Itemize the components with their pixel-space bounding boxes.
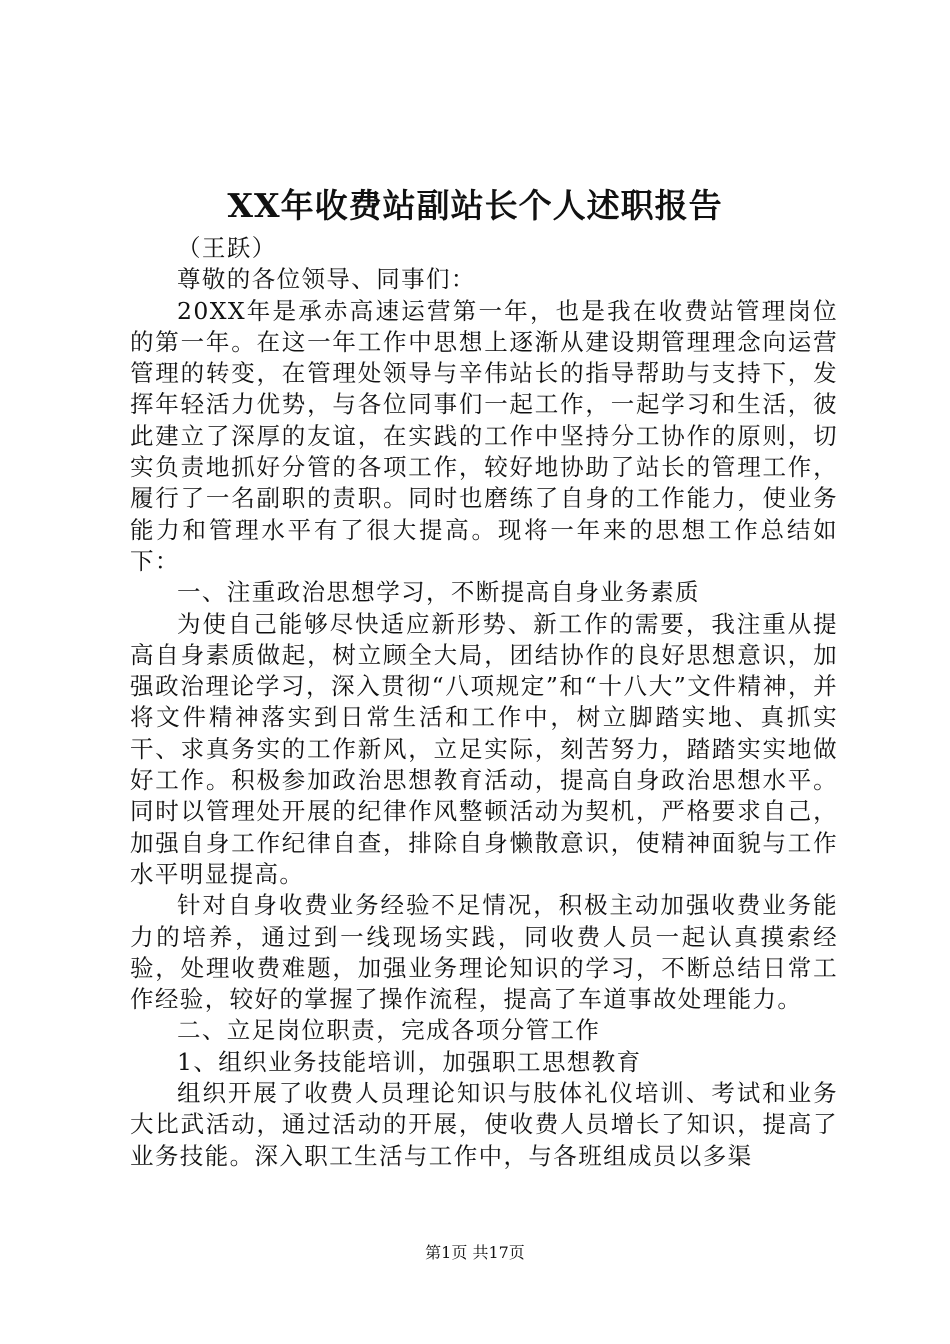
section-heading-2: 二、立足岗位职责，完成各项分管工作	[177, 1016, 601, 1045]
author-line: （王跃）	[177, 234, 277, 262]
section-heading-1: 一、注重政治思想学习，不断提高自身业务素质	[177, 578, 700, 607]
document-title: XX年收费站副站长个人述职报告	[227, 186, 723, 225]
paragraph-section-2-1: 组织开展了收费人员理论知识与肢体礼仪培训、考试和业务大比武活动，通过活动的开展，使收费人员增长了知识，提高了业务技能。深入职工生活与工作中，与各班组成员以多渠	[130, 1079, 838, 1170]
paragraph-intro: 20XX年是承赤高速运营第一年，也是我在收费站管理岗位的第一年。在这一年工作中思想上逐渐从建设期管理理念向运营管理的转变，在管理处领导与辛伟站长的指导帮助与支持下，发挥年轻活力优势，与各位同事们一起工作，一起学习和生活，彼此建立了深厚的友谊，在实践的工作中坚持分工协作的原则，切实负责地抓好分管的各项工作，较好地协助了站长的管理工作，履行了一名副职的责职。同时也磨练了自身的工作能力，使业务能力和管理水平有了很大提高。现将一年来的思想工作总结如下：	[130, 296, 838, 575]
salutation: 尊敬的各位领导、同事们：	[177, 265, 476, 294]
subsection-heading-2-1: 1、组织业务技能培训，加强职工思想教育	[177, 1047, 642, 1076]
paragraph-section-1a: 为使自己能够尽快适应新形势、新工作的需要，我注重从提高自身素质做起，树立顾全大局，团结协作的良好思想意识，加强政治理论学习，深入贯彻“八项规定”和“十八大”文件精神，并将文件精神落实到日常生活和工作中，树立脚踏实地、真抓实干、求真务实的工作新风，立足实际，刻苦努力，踏踏实实地做好工作。积极参加政治思想教育活动，提高自身政治思想水平。同时以管理处开展的纪律作风整顿活动为契机，严格要求自己，加强自身工作纪律自查，排除自身懒散意识，使精神面貌与工作水平明显提高。	[130, 609, 838, 888]
paragraph-section-1b: 针对自身收费业务经验不足情况，积极主动加强收费业务能力的培养，通过到一线现场实践，同收费人员一起认真摸索经验，处理收费难题，加强业务理论知识的学习，不断总结日常工作经验，较好的掌握了操作流程，提高了车道事故处理能力。	[130, 891, 838, 1014]
document-body	[130, 233, 838, 1172]
page-footer: 第1页 共17页	[425, 1243, 525, 1262]
